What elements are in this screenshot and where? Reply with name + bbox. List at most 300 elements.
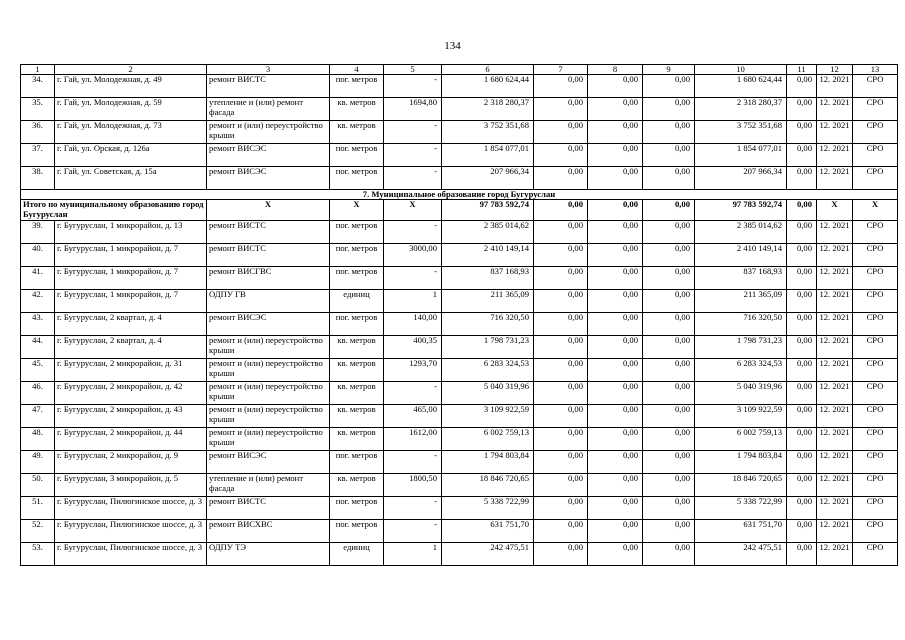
method-cell: СРО xyxy=(853,221,898,244)
method-cell: СРО xyxy=(853,428,898,451)
other-funds-cell: 0,00 xyxy=(787,497,817,520)
address-cell: г. Бугуруслан, 2 квартал, д. 4 xyxy=(55,336,207,359)
owner-funds-cell: 2 318 280,37 xyxy=(695,98,787,121)
table-row xyxy=(21,359,898,382)
column-header: 7 xyxy=(534,65,588,75)
method-cell: СРО xyxy=(853,497,898,520)
table-row xyxy=(21,336,898,359)
unit-cell: пог. метров xyxy=(330,167,384,190)
deadline-cell: 12. 2021 xyxy=(817,121,853,144)
unit-cell: кв. метров xyxy=(330,405,384,428)
unit-cell: кв. метров xyxy=(330,359,384,382)
deadline-cell: 12. 2021 xyxy=(817,474,853,497)
other-funds-cell: 0,00 xyxy=(787,290,817,313)
method-cell: СРО xyxy=(853,244,898,267)
row-number: 46. xyxy=(21,382,55,405)
address-cell: г. Бугуруслан, 2 квартал, д. 4 xyxy=(55,313,207,336)
cost-total-cell: 6 283 324,53 xyxy=(442,359,534,382)
unit-cell: кв. метров xyxy=(330,382,384,405)
column-header: 11 xyxy=(787,65,817,75)
fund-cell: 0,00 xyxy=(534,336,588,359)
table-row xyxy=(21,290,898,313)
quantity-cell: - xyxy=(384,144,442,167)
table-row xyxy=(21,267,898,290)
cost-total-cell: 2 318 280,37 xyxy=(442,98,534,121)
table-row xyxy=(21,428,898,451)
method-cell: СРО xyxy=(853,474,898,497)
quantity-cell: 465,00 xyxy=(384,405,442,428)
deadline-cell: 12. 2021 xyxy=(817,144,853,167)
cost-total-cell: 207 966,34 xyxy=(442,167,534,190)
method-cell: СРО xyxy=(853,290,898,313)
deadline-cell: 12. 2021 xyxy=(817,359,853,382)
other-funds-cell: 0,00 xyxy=(787,428,817,451)
deadline-cell: 12. 2021 xyxy=(817,497,853,520)
cost-total-cell: 3 752 351,68 xyxy=(442,121,534,144)
cost-total-cell: 5 338 722,99 xyxy=(442,497,534,520)
fund-cell: 0,00 xyxy=(534,313,588,336)
work-type-cell: ремонт ВИСХВС xyxy=(207,520,330,543)
fund-cell: 0,00 xyxy=(588,474,643,497)
unit-cell: пог. метров xyxy=(330,451,384,474)
row-number: 36. xyxy=(21,121,55,144)
table-row xyxy=(21,543,898,566)
cost-total-cell: 3 109 922,59 xyxy=(442,405,534,428)
cost-total-cell: 716 320,50 xyxy=(442,313,534,336)
table-row xyxy=(21,244,898,267)
fund-cell: 0,00 xyxy=(588,428,643,451)
fund-cell: 0,00 xyxy=(643,543,695,566)
fund-cell: 0,00 xyxy=(534,98,588,121)
owner-funds-cell: 211 365,09 xyxy=(695,290,787,313)
work-type-cell: ремонт ВИСТС xyxy=(207,497,330,520)
work-type-cell: утепление и (или) ремонт фасада xyxy=(207,474,330,497)
method-cell: СРО xyxy=(853,267,898,290)
other-funds-cell: 0,00 xyxy=(787,221,817,244)
column-header: 4 xyxy=(330,65,384,75)
fund-cell: 0,00 xyxy=(534,543,588,566)
row-number: 35. xyxy=(21,98,55,121)
table-row xyxy=(21,221,898,244)
cost-total-cell: 1 794 803,84 xyxy=(442,451,534,474)
other-funds-cell: 0,00 xyxy=(787,336,817,359)
other-funds-cell: 0,00 xyxy=(787,244,817,267)
address-cell: г. Бугуруслан, Пилюгинское шоссе, д. 3 xyxy=(55,543,207,566)
rows-buguruslan xyxy=(21,221,898,566)
address-cell: г. Гай, ул. Орская, д. 126а xyxy=(55,144,207,167)
deadline-cell: 12. 2021 xyxy=(817,543,853,566)
deadline-cell: 12. 2021 xyxy=(817,290,853,313)
address-cell: г. Бугуруслан, 1 микрорайон, д. 7 xyxy=(55,290,207,313)
owner-funds-cell: 1 854 077,01 xyxy=(695,144,787,167)
owner-funds-cell: 3 109 922,59 xyxy=(695,405,787,428)
fund-cell: 0,00 xyxy=(643,382,695,405)
unit-cell: кв. метров xyxy=(330,428,384,451)
fund-cell: 0,00 xyxy=(534,428,588,451)
work-type-cell: ремонт ВИСТС xyxy=(207,244,330,267)
unit-cell: пог. метров xyxy=(330,244,384,267)
fund-cell: 0,00 xyxy=(588,121,643,144)
column-header: 8 xyxy=(588,65,643,75)
work-type-cell: ремонт и (или) переустройство крыши xyxy=(207,428,330,451)
deadline-cell: 12. 2021 xyxy=(817,167,853,190)
quantity-cell: 1612,00 xyxy=(384,428,442,451)
method-cell: СРО xyxy=(853,405,898,428)
row-number: 37. xyxy=(21,144,55,167)
address-cell: г. Бугуруслан, 1 микрорайон, д. 13 xyxy=(55,221,207,244)
deadline-cell: 12. 2021 xyxy=(817,520,853,543)
owner-funds-cell: 5 338 722,99 xyxy=(695,497,787,520)
table-row xyxy=(21,75,898,98)
unit-cell: пог. метров xyxy=(330,144,384,167)
method-cell: СРО xyxy=(853,121,898,144)
other-funds-cell: 0,00 xyxy=(787,267,817,290)
fund-cell: 0,00 xyxy=(643,451,695,474)
fund-cell: 0,00 xyxy=(643,336,695,359)
column-header: 13 xyxy=(853,65,898,75)
address-cell: г. Бугуруслан, 3 микрорайон, д. 5 xyxy=(55,474,207,497)
owner-funds-cell: 3 752 351,68 xyxy=(695,121,787,144)
fund-cell: 0,00 xyxy=(643,290,695,313)
table-row xyxy=(21,144,898,167)
quantity-cell: 3000,00 xyxy=(384,244,442,267)
fund-cell: 0,00 xyxy=(534,121,588,144)
table-row xyxy=(21,121,898,144)
fund-cell: 0,00 xyxy=(588,405,643,428)
address-cell: г. Гай, ул. Молодежная, д. 73 xyxy=(55,121,207,144)
other-funds-cell: 0,00 xyxy=(787,313,817,336)
unit-cell: кв. метров xyxy=(330,474,384,497)
owner-funds-cell: 2 410 149,14 xyxy=(695,244,787,267)
work-type-cell: ремонт ВИСТС xyxy=(207,75,330,98)
total-cell: 0,00 xyxy=(643,200,695,221)
fund-cell: 0,00 xyxy=(643,167,695,190)
owner-funds-cell: 2 385 014,62 xyxy=(695,221,787,244)
method-cell: СРО xyxy=(853,543,898,566)
fund-cell: 0,00 xyxy=(588,336,643,359)
owner-funds-cell: 6 002 759,13 xyxy=(695,428,787,451)
deadline-cell: 12. 2021 xyxy=(817,382,853,405)
rows-gai xyxy=(21,75,898,190)
fund-cell: 0,00 xyxy=(534,244,588,267)
row-number: 49. xyxy=(21,451,55,474)
row-number: 34. xyxy=(21,75,55,98)
other-funds-cell: 0,00 xyxy=(787,144,817,167)
other-funds-cell: 0,00 xyxy=(787,520,817,543)
unit-cell: пог. метров xyxy=(330,221,384,244)
work-type-cell: ремонт и (или) переустройство крыши xyxy=(207,405,330,428)
unit-cell: пог. метров xyxy=(330,75,384,98)
deadline-cell: 12. 2021 xyxy=(817,451,853,474)
column-header: 2 xyxy=(55,65,207,75)
method-cell: СРО xyxy=(853,359,898,382)
unit-cell: пог. метров xyxy=(330,497,384,520)
work-type-cell: ремонт и (или) переустройство крыши xyxy=(207,382,330,405)
deadline-cell: 12. 2021 xyxy=(817,244,853,267)
fund-cell: 0,00 xyxy=(643,497,695,520)
cost-total-cell: 242 475,51 xyxy=(442,543,534,566)
other-funds-cell: 0,00 xyxy=(787,382,817,405)
method-cell: СРО xyxy=(853,144,898,167)
work-type-cell: ремонт ВИСГВС xyxy=(207,267,330,290)
method-cell: СРО xyxy=(853,520,898,543)
other-funds-cell: 0,00 xyxy=(787,98,817,121)
row-number: 50. xyxy=(21,474,55,497)
total-cell: 97 783 592,74 xyxy=(695,200,787,221)
method-cell: СРО xyxy=(853,167,898,190)
row-number: 39. xyxy=(21,221,55,244)
address-cell: г. Бугуруслан, Пилюгинское шоссе, д. 3 xyxy=(55,520,207,543)
owner-funds-cell: 837 168,93 xyxy=(695,267,787,290)
method-cell: СРО xyxy=(853,336,898,359)
fund-cell: 0,00 xyxy=(588,313,643,336)
address-cell: г. Гай, ул. Молодежная, д. 59 xyxy=(55,98,207,121)
address-cell: г. Бугуруслан, 2 микрорайон, д. 31 xyxy=(55,359,207,382)
fund-cell: 0,00 xyxy=(588,543,643,566)
cost-total-cell: 5 040 319,96 xyxy=(442,382,534,405)
deadline-cell: 12. 2021 xyxy=(817,221,853,244)
owner-funds-cell: 6 283 324,53 xyxy=(695,359,787,382)
fund-cell: 0,00 xyxy=(588,520,643,543)
fund-cell: 0,00 xyxy=(588,167,643,190)
row-number: 42. xyxy=(21,290,55,313)
owner-funds-cell: 5 040 319,96 xyxy=(695,382,787,405)
quantity-cell: 1 xyxy=(384,543,442,566)
section-title: 7. Муниципальное образование город Бугуруслан xyxy=(21,190,898,200)
total-cell: 0,00 xyxy=(588,200,643,221)
total-cell: 0,00 xyxy=(534,200,588,221)
capital-repair-table xyxy=(20,64,898,566)
table-row xyxy=(21,520,898,543)
fund-cell: 0,00 xyxy=(588,144,643,167)
total-label: Итого по муниципальному образованию город Бугуруслан xyxy=(21,200,207,221)
unit-cell: кв. метров xyxy=(330,98,384,121)
work-type-cell: ремонт и (или) переустройство крыши xyxy=(207,336,330,359)
total-cell: Х xyxy=(330,200,384,221)
fund-cell: 0,00 xyxy=(534,382,588,405)
owner-funds-cell: 1 794 803,84 xyxy=(695,451,787,474)
table-row xyxy=(21,167,898,190)
fund-cell: 0,00 xyxy=(534,144,588,167)
table-row xyxy=(21,405,898,428)
fund-cell: 0,00 xyxy=(588,267,643,290)
row-number: 43. xyxy=(21,313,55,336)
method-cell: СРО xyxy=(853,451,898,474)
unit-cell: кв. метров xyxy=(330,336,384,359)
method-cell: СРО xyxy=(853,382,898,405)
other-funds-cell: 0,00 xyxy=(787,167,817,190)
cost-total-cell: 1 854 077,01 xyxy=(442,144,534,167)
work-type-cell: ремонт ВИСЭС xyxy=(207,451,330,474)
address-cell: г. Бугуруслан, 1 микрорайон, д. 7 xyxy=(55,267,207,290)
fund-cell: 0,00 xyxy=(643,75,695,98)
fund-cell: 0,00 xyxy=(588,359,643,382)
column-number-row xyxy=(21,65,898,75)
total-cell: Х xyxy=(207,200,330,221)
address-cell: г. Бугуруслан, 2 микрорайон, д. 9 xyxy=(55,451,207,474)
owner-funds-cell: 1 798 731,23 xyxy=(695,336,787,359)
row-number: 40. xyxy=(21,244,55,267)
row-number: 45. xyxy=(21,359,55,382)
work-type-cell: ремонт ВИСЭС xyxy=(207,167,330,190)
owner-funds-cell: 242 475,51 xyxy=(695,543,787,566)
address-cell: г. Бугуруслан, 2 микрорайон, д. 42 xyxy=(55,382,207,405)
table-row xyxy=(21,474,898,497)
fund-cell: 0,00 xyxy=(643,98,695,121)
quantity-cell: - xyxy=(384,75,442,98)
work-type-cell: ремонт и (или) переустройство крыши xyxy=(207,359,330,382)
quantity-cell: - xyxy=(384,267,442,290)
fund-cell: 0,00 xyxy=(534,75,588,98)
other-funds-cell: 0,00 xyxy=(787,359,817,382)
other-funds-cell: 0,00 xyxy=(787,474,817,497)
column-header: 1 xyxy=(21,65,55,75)
cost-total-cell: 6 002 759,13 xyxy=(442,428,534,451)
fund-cell: 0,00 xyxy=(534,359,588,382)
other-funds-cell: 0,00 xyxy=(787,543,817,566)
section-header-row xyxy=(21,190,898,200)
fund-cell: 0,00 xyxy=(534,497,588,520)
fund-cell: 0,00 xyxy=(588,382,643,405)
row-number: 51. xyxy=(21,497,55,520)
page-number: 134 xyxy=(444,40,461,52)
column-header: 5 xyxy=(384,65,442,75)
quantity-cell: 1694,80 xyxy=(384,98,442,121)
cost-total-cell: 837 168,93 xyxy=(442,267,534,290)
deadline-cell: 12. 2021 xyxy=(817,98,853,121)
quantity-cell: - xyxy=(384,382,442,405)
row-number: 48. xyxy=(21,428,55,451)
fund-cell: 0,00 xyxy=(643,221,695,244)
column-header: 9 xyxy=(643,65,695,75)
table-row xyxy=(21,497,898,520)
total-cell: 0,00 xyxy=(787,200,817,221)
row-number: 53. xyxy=(21,543,55,566)
deadline-cell: 12. 2021 xyxy=(817,405,853,428)
address-cell: г. Гай, ул. Советская, д. 15а xyxy=(55,167,207,190)
fund-cell: 0,00 xyxy=(534,221,588,244)
quantity-cell: - xyxy=(384,520,442,543)
owner-funds-cell: 18 846 720,65 xyxy=(695,474,787,497)
table-row xyxy=(21,451,898,474)
unit-cell: единиц xyxy=(330,290,384,313)
cost-total-cell: 631 751,70 xyxy=(442,520,534,543)
cost-total-cell: 1 798 731,23 xyxy=(442,336,534,359)
fund-cell: 0,00 xyxy=(534,405,588,428)
method-cell: СРО xyxy=(853,313,898,336)
deadline-cell: 12. 2021 xyxy=(817,313,853,336)
total-cell: 97 783 592,74 xyxy=(442,200,534,221)
work-type-cell: ОДПУ ТЭ xyxy=(207,543,330,566)
quantity-cell: 1800,50 xyxy=(384,474,442,497)
work-type-cell: ремонт ВИСЭС xyxy=(207,144,330,167)
quantity-cell: - xyxy=(384,167,442,190)
address-cell: г. Бугуруслан, Пилюгинское шоссе, д. 3 xyxy=(55,497,207,520)
unit-cell: кв. метров xyxy=(330,121,384,144)
quantity-cell: 400,35 xyxy=(384,336,442,359)
fund-cell: 0,00 xyxy=(588,75,643,98)
unit-cell: пог. метров xyxy=(330,267,384,290)
fund-cell: 0,00 xyxy=(588,221,643,244)
fund-cell: 0,00 xyxy=(643,474,695,497)
address-cell: г. Бугуруслан, 2 микрорайон, д. 43 xyxy=(55,405,207,428)
quantity-cell: - xyxy=(384,221,442,244)
owner-funds-cell: 631 751,70 xyxy=(695,520,787,543)
fund-cell: 0,00 xyxy=(534,290,588,313)
deadline-cell: 12. 2021 xyxy=(817,428,853,451)
cost-total-cell: 211 365,09 xyxy=(442,290,534,313)
cost-total-cell: 2 410 149,14 xyxy=(442,244,534,267)
address-cell: г. Бугуруслан, 2 микрорайон, д. 44 xyxy=(55,428,207,451)
address-cell: г. Гай, ул. Молодежная, д. 49 xyxy=(55,75,207,98)
table-row xyxy=(21,313,898,336)
column-header: 12 xyxy=(817,65,853,75)
fund-cell: 0,00 xyxy=(643,405,695,428)
quantity-cell: 1293,70 xyxy=(384,359,442,382)
address-cell: г. Бугуруслан, 1 микрорайон, д. 7 xyxy=(55,244,207,267)
method-cell: СРО xyxy=(853,98,898,121)
row-number: 41. xyxy=(21,267,55,290)
deadline-cell: 12. 2021 xyxy=(817,267,853,290)
fund-cell: 0,00 xyxy=(588,244,643,267)
fund-cell: 0,00 xyxy=(643,121,695,144)
row-number: 38. xyxy=(21,167,55,190)
row-number: 44. xyxy=(21,336,55,359)
fund-cell: 0,00 xyxy=(588,451,643,474)
deadline-cell: 12. 2021 xyxy=(817,336,853,359)
quantity-cell: - xyxy=(384,497,442,520)
work-type-cell: ремонт и (или) переустройство крыши xyxy=(207,121,330,144)
unit-cell: единиц xyxy=(330,543,384,566)
column-header: 3 xyxy=(207,65,330,75)
work-type-cell: ремонт ВИСЭС xyxy=(207,313,330,336)
total-cell: Х xyxy=(384,200,442,221)
column-header: 6 xyxy=(442,65,534,75)
deadline-cell: 12. 2021 xyxy=(817,75,853,98)
fund-cell: 0,00 xyxy=(643,313,695,336)
fund-cell: 0,00 xyxy=(643,144,695,167)
work-type-cell: ремонт ВИСТС xyxy=(207,221,330,244)
fund-cell: 0,00 xyxy=(534,474,588,497)
row-number: 52. xyxy=(21,520,55,543)
fund-cell: 0,00 xyxy=(588,290,643,313)
total-cell: Х xyxy=(817,200,853,221)
row-number: 47. xyxy=(21,405,55,428)
quantity-cell: 1 xyxy=(384,290,442,313)
fund-cell: 0,00 xyxy=(534,267,588,290)
fund-cell: 0,00 xyxy=(534,167,588,190)
fund-cell: 0,00 xyxy=(588,98,643,121)
other-funds-cell: 0,00 xyxy=(787,405,817,428)
owner-funds-cell: 1 680 624,44 xyxy=(695,75,787,98)
cost-total-cell: 18 846 720,65 xyxy=(442,474,534,497)
quantity-cell: 140,00 xyxy=(384,313,442,336)
unit-cell: пог. метров xyxy=(330,313,384,336)
fund-cell: 0,00 xyxy=(643,428,695,451)
fund-cell: 0,00 xyxy=(534,451,588,474)
work-type-cell: ОДПУ ГВ xyxy=(207,290,330,313)
fund-cell: 0,00 xyxy=(534,520,588,543)
fund-cell: 0,00 xyxy=(643,520,695,543)
unit-cell: пог. метров xyxy=(330,520,384,543)
fund-cell: 0,00 xyxy=(643,359,695,382)
fund-cell: 0,00 xyxy=(643,244,695,267)
table-row xyxy=(21,98,898,121)
fund-cell: 0,00 xyxy=(643,267,695,290)
total-row xyxy=(21,200,898,221)
column-header: 10 xyxy=(695,65,787,75)
cost-total-cell: 2 385 014,62 xyxy=(442,221,534,244)
